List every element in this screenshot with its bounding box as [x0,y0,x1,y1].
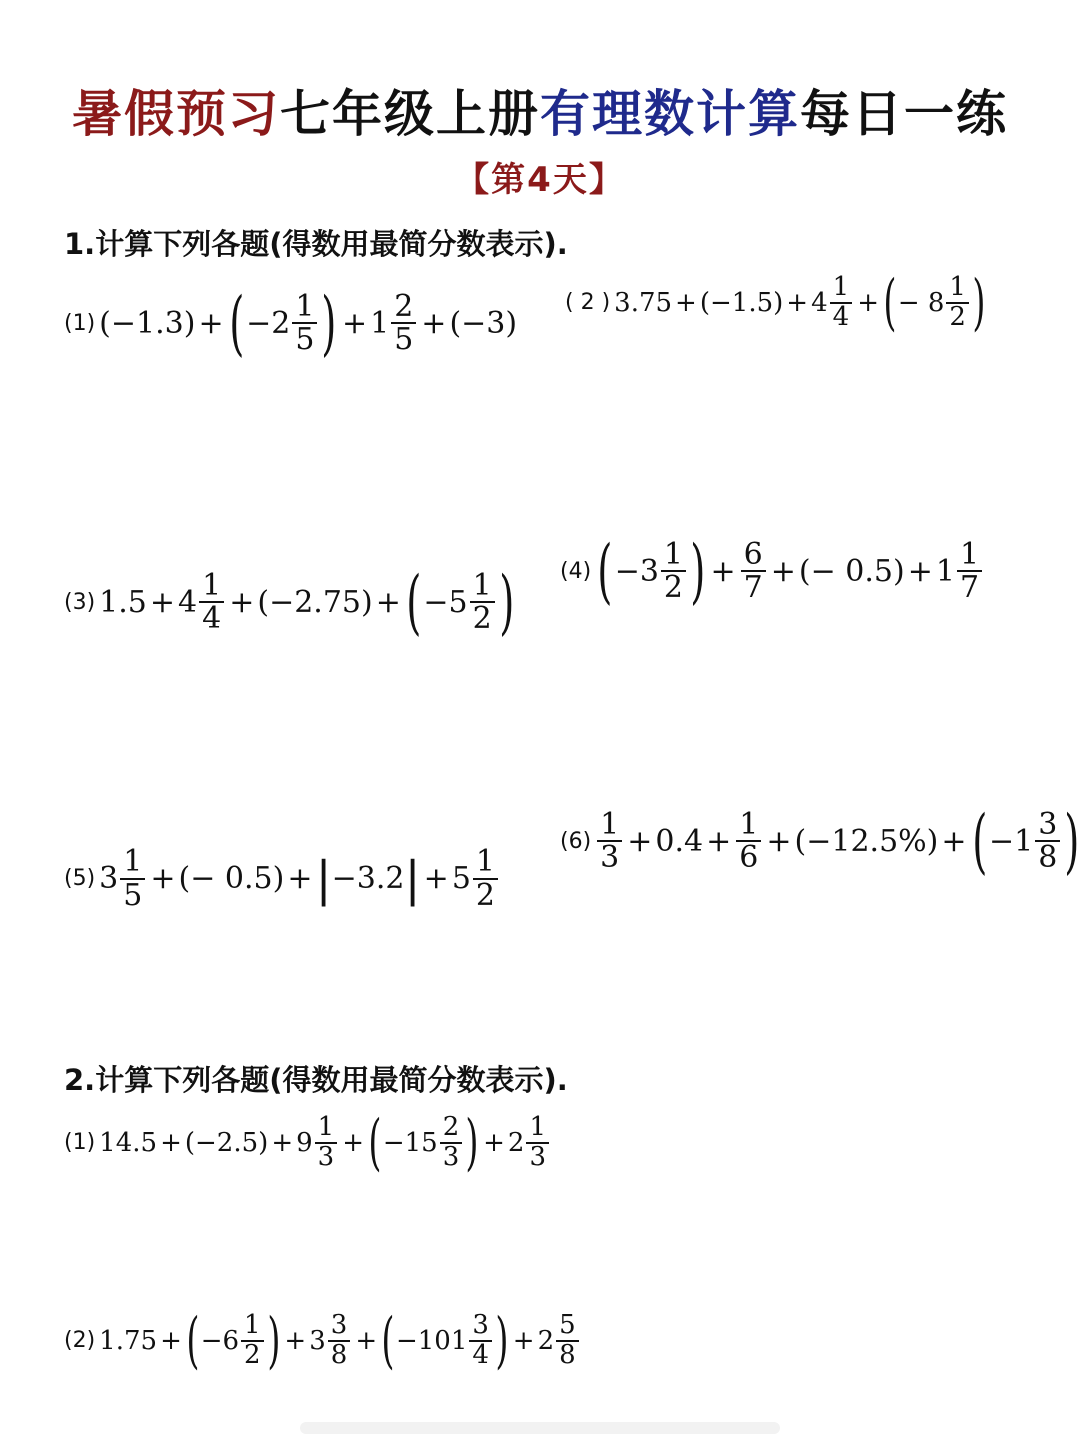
paren-open: ( [257,584,270,620]
paren-open: ( [99,305,111,341]
operator: + [287,861,313,896]
operator: + [857,287,879,318]
operator: + [198,305,224,341]
operator: + [342,1127,364,1158]
denominator: 8 [1035,840,1060,874]
whole-part: 3 [309,1325,326,1356]
fraction [470,567,495,637]
fraction [1035,806,1060,876]
whole-part: 9 [296,1127,313,1158]
numerator: 2 [394,288,414,324]
number: 14.5 [99,1127,158,1158]
bottom-shadow [300,1422,780,1434]
big-paren-open: ( [406,561,422,643]
problem-1-5 [64,846,500,911]
operator: + [229,584,255,620]
fraction [661,536,686,606]
paren-close: ) [505,305,518,341]
paren-open: ( [699,287,710,318]
operator: + [627,823,653,859]
whole-part: 2 [507,1127,525,1158]
title-part-black: 七年级上册 [280,85,540,143]
big-paren-close: ) [1064,800,1080,882]
fraction [597,806,622,876]
fraction [741,536,766,606]
operator: + [706,823,732,859]
problem-1-4 [560,530,984,612]
fraction [315,1114,338,1171]
fraction [946,274,969,331]
fraction [556,1312,579,1369]
whole-part: −6 [200,1325,240,1356]
whole-part: −101 [395,1325,468,1356]
number: −2.75 [269,584,362,620]
number: −3 [461,305,506,341]
whole-part: −5 [423,584,468,620]
fraction [473,846,498,911]
operator: + [941,823,967,859]
whole-part: 5 [451,861,471,896]
operator: + [341,305,368,341]
big-paren-close: ) [972,267,986,338]
paren-close: ) [773,287,784,318]
denominator: 2 [470,601,495,635]
number: −2.5 [195,1127,259,1158]
numerator: 1 [663,536,684,572]
problem-label: (4) [560,558,592,584]
fraction [830,274,853,331]
number: −12.5% [806,823,927,859]
operator: + [770,553,796,589]
problem-2-1 [64,1107,551,1178]
big-paren-open: ( [971,800,987,882]
big-paren-open: ( [368,1107,382,1178]
big-paren-close: ) [465,1107,479,1178]
denominator: 3 [597,840,622,874]
number: 3.75 [614,287,673,318]
fraction [241,1312,264,1369]
operator: + [160,1325,182,1356]
operator: + [149,584,176,620]
operator: + [355,1325,378,1356]
page-title [0,74,1080,146]
fraction [469,1312,492,1369]
big-paren-close: ) [321,282,337,364]
fraction [736,806,761,876]
operator: + [423,861,449,896]
abs-bar-right: | [404,850,421,907]
fraction [120,846,145,911]
operator: + [284,1325,307,1356]
numerator: 1 [317,1112,335,1143]
number: 0.4 [655,823,704,859]
fraction [292,288,317,358]
whole-part: 3 [99,861,119,896]
numerator: 1 [295,288,315,324]
paren-close: ) [183,305,196,341]
denominator: 5 [292,322,317,356]
big-paren-open: ( [186,1305,200,1376]
numerator: 1 [202,567,222,603]
problem-label: (1) [64,1130,96,1156]
operator: + [483,1127,505,1158]
fraction [957,536,982,606]
whole-part: −2 [246,305,291,341]
number: −1.3 [110,305,184,341]
whole-part: 1 [935,553,955,589]
title-part-red: 暑假预习 [72,85,280,143]
paren-open: ( [178,861,191,896]
section-2-heading: 2.计算下列各题(得数用最简分数表示). [64,1063,568,1097]
denominator: 2 [661,570,686,604]
operator: + [150,861,176,896]
day-label: 【第4天】 [455,160,625,200]
big-paren-open: ( [381,1305,395,1376]
whole-part: 4 [811,287,828,318]
denominator: 8 [556,1340,579,1369]
big-paren-close: ) [266,1305,281,1376]
numerator: 1 [475,844,495,879]
title-part-black-2: 每日一练 [800,85,1008,143]
problem-1-1 [64,282,518,364]
operator: + [766,823,792,859]
denominator: 7 [957,570,982,604]
denominator: 2 [946,302,969,331]
denominator: 3 [315,1142,338,1171]
whole-part: 4 [178,584,198,620]
numerator: 1 [600,806,620,842]
whole-part: −15 [382,1127,438,1158]
whole-part: 1 [370,305,390,341]
big-paren-close: ) [498,561,515,643]
denominator: 8 [328,1340,351,1369]
problem-1-2 [565,267,987,338]
paren-open: ( [794,823,807,859]
fraction [328,1312,351,1369]
section-1-heading: 1.计算下列各题(得数用最简分数表示). [64,227,568,261]
big-paren-close: ) [495,1305,509,1376]
big-paren-open: ( [228,282,244,364]
denominator: 7 [741,570,766,604]
denominator: 4 [830,302,853,331]
numerator: 1 [472,567,492,603]
numerator: 1 [949,272,966,303]
whole-part: −3 [614,553,659,589]
number: 1.5 [99,584,147,620]
problem-label: (2) [64,1328,96,1354]
numerator: 1 [832,272,850,303]
whole-part: 2 [537,1325,555,1356]
number: −3.2 [331,861,405,896]
big-paren-open: ( [883,267,897,338]
problem-2-2 [64,1305,581,1376]
operator: + [786,287,809,318]
operator: + [421,305,447,341]
operator: + [675,287,697,318]
problem-label: (1) [64,310,96,336]
problem-label: (6) [560,828,592,854]
numerator: 1 [244,1310,261,1341]
title-part-blue: 有理数计算 [540,85,800,143]
paren-close: ) [893,553,905,589]
numerator: 1 [959,536,980,572]
numerator: 3 [330,1310,348,1341]
numerator: 3 [472,1310,489,1341]
denominator: 2 [473,878,498,912]
operator: + [271,1127,294,1158]
paren-close: ) [272,861,285,896]
denominator: 4 [469,1340,492,1369]
problem-label: (3) [64,589,96,615]
fraction [526,1114,549,1171]
paren-close: ) [926,823,939,859]
paren-open: ( [449,305,462,341]
operator: + [160,1127,182,1158]
fraction [391,288,416,358]
problem-label: ( 2 ) [565,290,611,316]
denominator: 4 [199,601,224,635]
operator: + [710,553,736,589]
number: − 0.5 [810,553,894,589]
denominator: 2 [241,1340,264,1369]
problem-1-6 [560,800,1080,882]
whole-part: − 8 [897,287,945,318]
problem-label: (5) [64,866,96,891]
paren-open: ( [184,1127,196,1158]
paren-close: ) [361,584,373,620]
paren-open: ( [798,553,811,589]
numerator: 1 [529,1112,546,1143]
fraction [199,567,224,637]
operator: + [512,1325,535,1356]
numerator: 2 [442,1112,460,1143]
number: − 0.5 [190,861,273,896]
numerator: 6 [743,536,763,572]
big-paren-open: ( [597,530,613,612]
numerator: 1 [739,806,759,842]
operator: + [907,553,933,589]
denominator: 5 [391,322,416,356]
denominator: 3 [526,1142,549,1171]
number: 1.75 [99,1325,158,1356]
denominator: 5 [120,878,145,912]
paren-close: ) [258,1127,269,1158]
big-paren-close: ) [690,530,706,612]
numerator: 5 [559,1310,576,1341]
operator: + [375,584,401,620]
fraction [440,1114,463,1171]
denominator: 3 [440,1142,463,1171]
whole-part: −1 [989,823,1034,859]
denominator: 6 [736,840,761,874]
problem-1-3 [64,561,516,643]
abs-bar-left: | [315,850,332,907]
numerator: 3 [1038,806,1058,842]
number: −1.5 [710,287,774,318]
numerator: 1 [123,844,143,879]
